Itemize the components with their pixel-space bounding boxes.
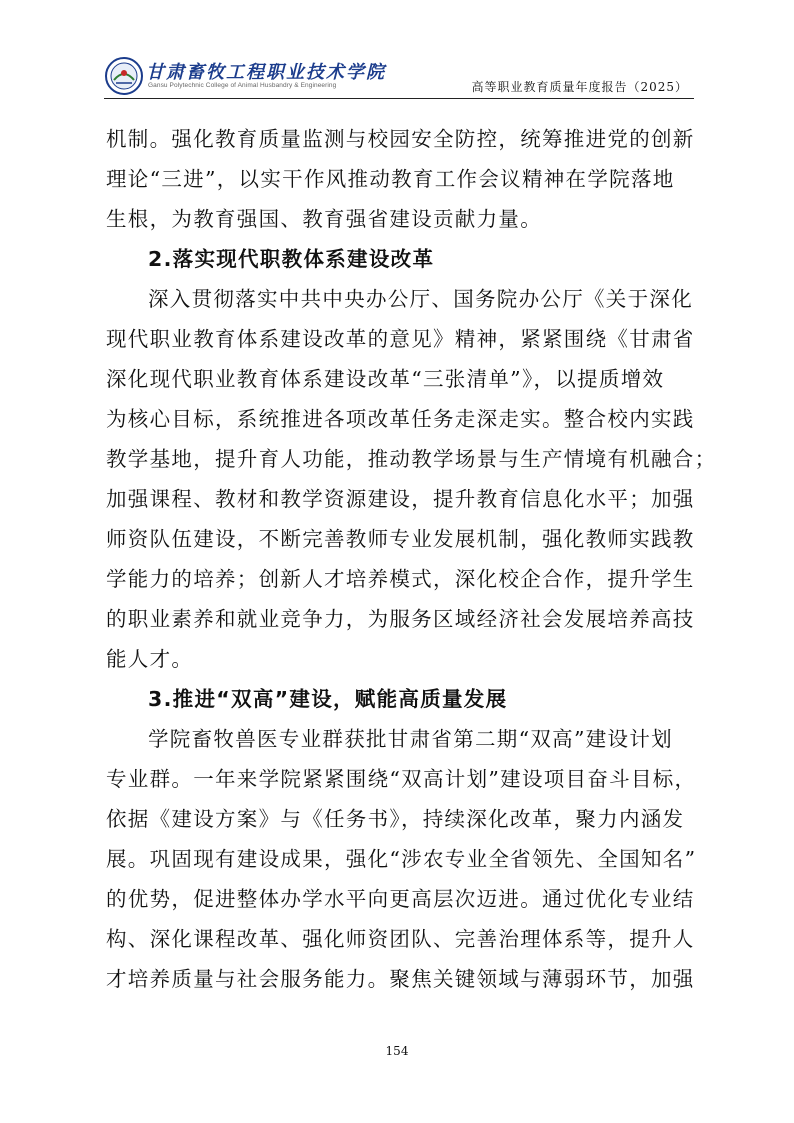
college-name: 甘肃畜牧工程职业技术学院 — [146, 62, 386, 83]
text-line: 加强课程、教材和教学资源建设，提升教育信息化水平；加强 — [106, 487, 695, 511]
text-line: 专业群。一年来学院紧紧围绕“双高计划”建设项目奋斗目标， — [106, 767, 697, 791]
page-number: 154 — [385, 1044, 409, 1058]
text-line: 构、深化课程改革、强化师资团队、完善治理体系等，提升人 — [106, 927, 695, 951]
paragraph-start: 深入贯彻落实中共中央办公厅、国务院办公厅《关于深化 — [148, 287, 693, 311]
report-title: 高等职业教育质量年度报告（2025） — [471, 80, 688, 94]
college-logo-icon — [104, 56, 144, 96]
text-line: 能人才。 — [106, 647, 194, 671]
section-heading-2: 2.落实现代职教体系建设改革 — [148, 247, 435, 271]
text-line: 展。巩固现有建设成果，强化“涉农专业全省领先、全国知名” — [106, 847, 697, 871]
text-line: 机制。强化教育质量监测与校园安全防控，统筹推进党的创新 — [106, 127, 695, 151]
text-line: 生根，为教育强国、教育强省建设贡献力量。 — [106, 207, 542, 231]
paragraph-start: 学院畜牧兽医专业群获批甘肃省第二期“双高”建设计划 — [148, 727, 673, 751]
text-line: 学能力的培养；创新人才培养模式，深化校企合作，提升学生 — [106, 567, 695, 591]
text-line: 为核心目标，系统推进各项改革任务走深走实。整合校内实践 — [106, 407, 695, 431]
body-text — [106, 119, 717, 999]
text-line: 才培养质量与社会服务能力。聚焦关键领域与薄弱环节，加强 — [106, 967, 695, 991]
text-line: 理论“三进”，以实干作风推动教育工作会议精神在学院落地 — [106, 167, 675, 191]
text-line: 师资队伍建设，不断完善教师专业发展机制，强化教师实践教 — [106, 527, 695, 551]
text-line: 教学基地，提升育人功能，推动教学场景与生产情境有机融合； — [106, 447, 717, 471]
text-line: 依据《建设方案》与《任务书》，持续深化改革，聚力内涵发 — [106, 807, 685, 831]
section-heading-3: 3.推进“双高”建设，赋能高质量发展 — [148, 687, 508, 711]
college-name-english: Gansu Polytechnic College of Animal Husbandry & Engineering — [148, 82, 337, 89]
text-line: 的职业素养和就业竞争力，为服务区域经济社会发展培养高技 — [106, 607, 695, 631]
text-line: 深化现代职业教育体系建设改革“三张清单”》，以提质增效 — [106, 367, 665, 391]
text-line: 现代职业教育体系建设改革的意见》精神，紧紧围绕《甘肃省 — [106, 327, 695, 351]
page-header — [104, 50, 694, 99]
text-line: 的优势，促进整体办学水平向更高层次迈进。通过优化专业结 — [106, 887, 695, 911]
